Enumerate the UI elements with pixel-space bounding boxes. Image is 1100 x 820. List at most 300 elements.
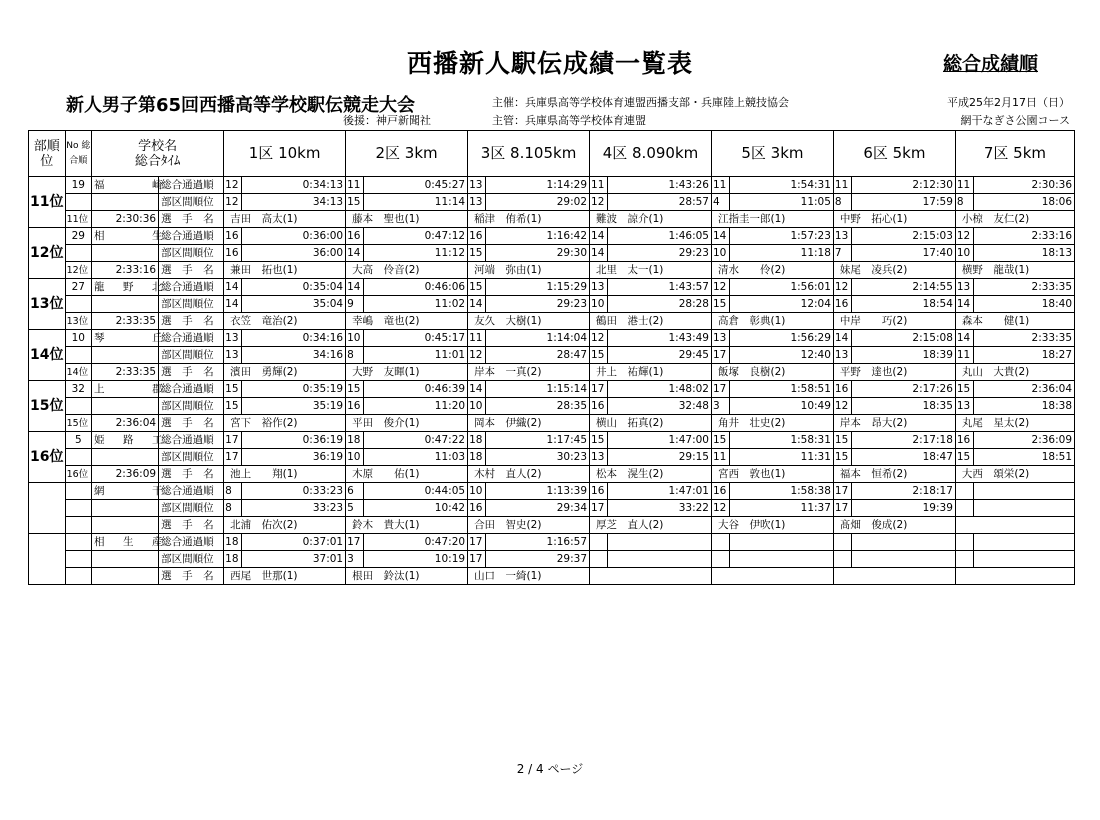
leg-cumulative-time: 1:15:29 [486,279,590,296]
event-subtitle: 新人男子第65回西播高等学校駅伝競走大会 [66,95,416,116]
leg-section-time: 28:47 [486,347,590,364]
team-rank [29,483,66,534]
leg-section-time: 33:22 [608,500,712,517]
header-total-time: 総合ﾀｲﾑ [134,153,181,169]
leg-cumulative-time: 1:14:29 [486,177,590,194]
team-rank: 13位 [29,279,66,330]
leg-section-time: 29:23 [608,245,712,262]
table-row [29,177,1075,194]
leg-cumulative-position: 14 [468,381,486,398]
team-school-blank [92,500,159,517]
leg-section-position: 15 [224,398,242,415]
leg-section-position: 10 [955,245,973,262]
leg-cumulative-time: 0:34:16 [242,330,346,347]
leg-cumulative-time: 0:34:13 [242,177,346,194]
leg-section-position: 3 [711,398,729,415]
leg-section-time: 12:04 [730,296,834,313]
row-label: 総合通過順 [159,279,224,296]
leg-cumulative-time: 1:57:23 [730,228,834,245]
leg-cumulative-position: 12 [711,279,729,296]
leg-section-time: 12:40 [730,347,834,364]
leg-section-time [974,551,1075,568]
row-label: 部区間順位 [159,551,224,568]
leg-section-time: 19:39 [852,500,956,517]
leg-runner-name: 平野 達也(2) [833,364,955,381]
leg-cumulative-position: 12 [590,330,608,347]
team-rank: 15位 [29,381,66,432]
leg-cumulative-time: 1:54:31 [730,177,834,194]
leg-section-time: 35:19 [242,398,346,415]
table-row [29,449,1075,466]
leg-section-position: 18 [224,551,242,568]
team-total-time [92,517,159,534]
leg-runner-name: 木原 佑(1) [346,466,468,483]
leg-section-position [955,551,973,568]
table-row [29,245,1075,262]
leg-runner-name: 鈴木 貴大(1) [346,517,468,534]
leg-section-time: 17:59 [852,194,956,211]
table-row [29,534,1075,551]
row-label: 部区間順位 [159,245,224,262]
leg-cumulative-position: 11 [346,177,364,194]
leg-section-position: 15 [468,245,486,262]
leg-section-time: 18:51 [974,449,1075,466]
leg-cumulative-time: 2:36:09 [974,432,1075,449]
leg-section-position: 8 [224,500,242,517]
leg-cumulative-time [852,534,956,551]
leg-runner-name: 江指圭一郎(1) [711,211,833,228]
team-school-blank [92,551,159,568]
team-overall-rank: 11位 [65,211,91,228]
leg-runner-name: 鶴田 港士(2) [590,313,712,330]
leg-runner-name [955,517,1074,534]
team-number-blank [65,347,91,364]
header-school-name: 学校名 [138,138,178,154]
row-label: 部区間順位 [159,347,224,364]
leg-section-position: 10 [590,296,608,313]
team-school: 上 郡 [92,381,159,398]
leg-runner-name: 森本 健(1) [955,313,1074,330]
team-school: 福 崎 [92,177,159,194]
row-label: 選 手 名 [159,415,224,432]
leg-cumulative-position [590,534,608,551]
leg-cumulative-position: 10 [346,330,364,347]
team-overall-rank: 13位 [65,313,91,330]
leg-section-position: 5 [346,500,364,517]
leg-cumulative-time: 1:43:26 [608,177,712,194]
team-total-time: 2:30:36 [92,211,159,228]
leg-runner-name: 山口 一綺(1) [468,568,590,585]
leg-section-position: 12 [833,398,851,415]
leg-cumulative-time: 2:12:30 [852,177,956,194]
leg-section-time [730,551,834,568]
leg-section-time: 11:01 [364,347,468,364]
leg-section-time: 28:28 [608,296,712,313]
leg-runner-name: 岸本 昂大(2) [833,415,955,432]
leg-runner-name: 横野 龍哉(1) [955,262,1074,279]
leg-section-time [852,551,956,568]
leg-section-position: 12 [468,347,486,364]
leg-cumulative-time: 1:43:57 [608,279,712,296]
leg-runner-name: 北浦 佑次(2) [224,517,346,534]
team-number: 27 [65,279,91,296]
leg-runner-name: 木村 直人(2) [468,466,590,483]
leg-section-position: 11 [955,347,973,364]
leg-cumulative-time: 0:35:04 [242,279,346,296]
leg-runner-name [833,568,955,585]
leg-cumulative-position: 11 [833,177,851,194]
leg-cumulative-time: 1:15:14 [486,381,590,398]
leg-section-position: 17 [833,500,851,517]
leg-cumulative-position: 13 [711,330,729,347]
leg-runner-name: 河端 弥由(1) [468,262,590,279]
leg-runner-name: 髙畑 俊成(2) [833,517,955,534]
leg-section-position: 14 [224,296,242,313]
table-row [29,500,1075,517]
team-number: 5 [65,432,91,449]
leg-runner-name [590,568,712,585]
leg-cumulative-position [833,534,851,551]
page-number: 2 / 4 ページ [516,762,584,776]
team-number-blank [65,296,91,313]
leg-cumulative-position: 15 [468,279,486,296]
team-school-blank [92,449,159,466]
leg-cumulative-time: 2:18:17 [852,483,956,500]
table-row [29,364,1075,381]
leg-cumulative-time: 1:16:42 [486,228,590,245]
row-label: 総合通過順 [159,483,224,500]
leg-cumulative-position [955,534,973,551]
leg-section-position: 12 [224,194,242,211]
team-number-blank [65,449,91,466]
leg-cumulative-time: 0:36:19 [242,432,346,449]
cosponsor-text: 主管：兵庫県高等学校体育連盟 [492,114,646,127]
header-leg-1: 1区 10km [224,131,346,177]
leg-section-position: 12 [590,194,608,211]
leg-cumulative-time: 1:58:31 [730,432,834,449]
leg-cumulative-time [974,483,1075,500]
leg-cumulative-position: 18 [346,432,364,449]
leg-section-time: 18:13 [974,245,1075,262]
leg-section-position: 12 [711,500,729,517]
leg-cumulative-position: 10 [468,483,486,500]
leg-runner-name: 大野 友暉(1) [346,364,468,381]
leg-section-time: 35:04 [242,296,346,313]
leg-section-time: 11:37 [730,500,834,517]
leg-section-position: 10 [346,449,364,466]
table-row [29,211,1075,228]
leg-cumulative-position: 15 [224,381,242,398]
leg-section-time: 18:47 [852,449,956,466]
leg-runner-name: 平田 俊介(1) [346,415,468,432]
leg-runner-name: 高倉 彰典(1) [711,313,833,330]
team-number: 32 [65,381,91,398]
leg-cumulative-position: 17 [833,483,851,500]
leg-cumulative-position: 17 [590,381,608,398]
leg-cumulative-time: 1:48:02 [608,381,712,398]
leg-cumulative-time: 0:45:27 [364,177,468,194]
leg-runner-name: 横山 拓真(2) [590,415,712,432]
header-school [92,131,224,177]
team-school: 龍 野 北 [92,279,159,296]
leg-section-time: 18:38 [974,398,1075,415]
team-number-blank [65,194,91,211]
leg-section-time: 11:03 [364,449,468,466]
team-overall-rank [65,517,91,534]
leg-section-position: 16 [346,398,364,415]
leg-runner-name: 衣笠 竜治(2) [224,313,346,330]
leg-cumulative-time: 0:45:17 [364,330,468,347]
page-title: 西播新人駅伝成績一覧表 [406,49,693,78]
leg-cumulative-time: 1:14:04 [486,330,590,347]
leg-runner-name: 稲津 侑希(1) [468,211,590,228]
leg-runner-name: 松本 滉生(2) [590,466,712,483]
leg-section-position: 8 [346,347,364,364]
leg-cumulative-time: 2:33:35 [974,330,1075,347]
leg-cumulative-time: 2:30:36 [974,177,1075,194]
leg-section-time: 18:39 [852,347,956,364]
team-school: 網 干 [92,483,159,500]
leg-section-time: 10:19 [364,551,468,568]
leg-runner-name: 宮下 裕作(2) [224,415,346,432]
row-label: 部区間順位 [159,194,224,211]
leg-cumulative-position: 16 [955,432,973,449]
leg-section-time: 30:23 [486,449,590,466]
leg-section-position: 17 [590,500,608,517]
table-row [29,568,1075,585]
row-label: 選 手 名 [159,211,224,228]
organizer-text: 主催：兵庫県高等学校体育連盟西播支部・兵庫陸上競技協会 [492,96,789,109]
leg-section-position [711,551,729,568]
row-label: 選 手 名 [159,517,224,534]
leg-cumulative-position: 8 [224,483,242,500]
row-label: 総合通過順 [159,330,224,347]
leg-section-time: 18:40 [974,296,1075,313]
leg-cumulative-position: 17 [468,534,486,551]
leg-runner-name: 中岸 巧(2) [833,313,955,330]
leg-cumulative-position: 12 [955,228,973,245]
table-row [29,398,1075,415]
leg-cumulative-position: 13 [468,177,486,194]
leg-section-position: 7 [833,245,851,262]
row-label: 総合通過順 [159,432,224,449]
table-row [29,381,1075,398]
leg-section-time: 29:15 [608,449,712,466]
leg-section-time: 29:02 [486,194,590,211]
table-row [29,517,1075,534]
leg-section-position: 13 [833,347,851,364]
leg-section-time: 29:34 [486,500,590,517]
leg-cumulative-position: 6 [346,483,364,500]
leg-runner-name: 丸山 大貴(2) [955,364,1074,381]
leg-cumulative-position: 18 [468,432,486,449]
leg-cumulative-position: 16 [711,483,729,500]
leg-section-position: 17 [224,449,242,466]
team-total-time [92,568,159,585]
leg-section-position: 15 [711,296,729,313]
leg-cumulative-position: 13 [224,330,242,347]
leg-section-position: 11 [711,449,729,466]
leg-runner-name: 厚芝 直人(2) [590,517,712,534]
leg-runner-name: 井上 祐輝(1) [590,364,712,381]
team-number [65,534,91,551]
team-rank: 16位 [29,432,66,483]
table-row [29,262,1075,279]
leg-section-position: 15 [346,194,364,211]
team-number-blank [65,551,91,568]
leg-cumulative-position: 13 [955,279,973,296]
row-label: 選 手 名 [159,364,224,381]
leg-cumulative-time: 2:15:03 [852,228,956,245]
leg-cumulative-time: 1:16:57 [486,534,590,551]
leg-section-position: 16 [468,500,486,517]
leg-cumulative-position: 13 [833,228,851,245]
leg-section-position [590,551,608,568]
team-number: 10 [65,330,91,347]
leg-section-position: 15 [833,449,851,466]
leg-cumulative-time: 1:56:29 [730,330,834,347]
row-label: 選 手 名 [159,466,224,483]
team-number: 29 [65,228,91,245]
leg-section-time: 10:42 [364,500,468,517]
leg-runner-name: 友久 大樹(1) [468,313,590,330]
row-label: 総合通過順 [159,177,224,194]
leg-cumulative-position: 17 [711,381,729,398]
leg-cumulative-time: 2:14:55 [852,279,956,296]
team-total-time: 2:33:16 [92,262,159,279]
leg-section-time: 37:01 [242,551,346,568]
leg-cumulative-position: 17 [224,432,242,449]
leg-cumulative-position: 18 [224,534,242,551]
leg-cumulative-time: 0:33:23 [242,483,346,500]
leg-cumulative-position: 14 [590,228,608,245]
leg-section-time: 34:13 [242,194,346,211]
course-name: 網干なぎさ公園コース [960,114,1070,127]
row-label: 選 手 名 [159,313,224,330]
leg-runner-name: 岡本 伊織(2) [468,415,590,432]
team-number: 19 [65,177,91,194]
table-row [29,483,1075,500]
leg-runner-name: 飯塚 良樹(2) [711,364,833,381]
leg-cumulative-position: 14 [346,279,364,296]
leg-cumulative-time [974,534,1075,551]
leg-cumulative-position: 15 [590,432,608,449]
leg-cumulative-time: 2:17:26 [852,381,956,398]
results-body [29,177,1075,585]
team-school-blank [92,194,159,211]
team-rank: 12位 [29,228,66,279]
table-row [29,228,1075,245]
leg-cumulative-position: 15 [833,432,851,449]
team-number-blank [65,398,91,415]
leg-runner-name: 中野 拓心(1) [833,211,955,228]
team-rank: 14位 [29,330,66,381]
leg-section-time: 29:45 [608,347,712,364]
leg-section-time: 36:00 [242,245,346,262]
leg-section-time: 33:23 [242,500,346,517]
team-rank: 11位 [29,177,66,228]
leg-cumulative-time: 1:58:51 [730,381,834,398]
leg-runner-name: 西尾 世那(1) [224,568,346,585]
support-text: 後援：神戸新聞社 [343,114,431,127]
leg-cumulative-time: 1:47:00 [608,432,712,449]
team-overall-rank: 16位 [65,466,91,483]
leg-cumulative-time: 2:17:18 [852,432,956,449]
leg-section-time: 28:57 [608,194,712,211]
leg-runner-name: 兼田 拓也(1) [224,262,346,279]
leg-cumulative-position: 12 [833,279,851,296]
row-label: 部区間順位 [159,398,224,415]
leg-cumulative-position: 11 [955,177,973,194]
leg-section-time: 11:14 [364,194,468,211]
leg-section-time: 29:23 [486,296,590,313]
leg-section-position: 13 [955,398,973,415]
leg-section-position: 13 [590,449,608,466]
leg-section-position: 17 [711,347,729,364]
table-row [29,415,1075,432]
leg-cumulative-time: 2:33:16 [974,228,1075,245]
team-school-blank [92,245,159,262]
leg-cumulative-time: 0:36:00 [242,228,346,245]
leg-section-position: 9 [346,296,364,313]
leg-cumulative-time: 0:46:06 [364,279,468,296]
leg-runner-name [711,568,833,585]
leg-runner-name: 小椋 友仁(2) [955,211,1074,228]
leg-section-position: 15 [590,347,608,364]
leg-section-time: 36:19 [242,449,346,466]
event-date: 平成25年2月17日（日） [947,96,1070,109]
leg-section-time: 18:54 [852,296,956,313]
header-leg-3: 3区 8.105km [468,131,590,177]
leg-section-position: 8 [955,194,973,211]
leg-cumulative-position: 15 [711,432,729,449]
team-overall-rank: 12位 [65,262,91,279]
leg-cumulative-time: 2:33:35 [974,279,1075,296]
leg-cumulative-position: 15 [346,381,364,398]
leg-section-position: 14 [346,245,364,262]
leg-section-position: 14 [590,245,608,262]
leg-section-time: 34:16 [242,347,346,364]
leg-cumulative-time: 0:44:05 [364,483,468,500]
leg-cumulative-time: 1:13:39 [486,483,590,500]
leg-cumulative-time: 0:35:19 [242,381,346,398]
leg-runner-name: 岸本 一真(2) [468,364,590,381]
leg-runner-name: 難波 諒介(1) [590,211,712,228]
leg-section-position: 14 [468,296,486,313]
leg-cumulative-position: 14 [224,279,242,296]
team-number-blank [65,245,91,262]
row-label: 総合通過順 [159,381,224,398]
leg-runner-name: 妹尾 凌兵(2) [833,262,955,279]
table-row [29,296,1075,313]
leg-section-position: 3 [346,551,364,568]
row-label: 総合通過順 [159,534,224,551]
table-row [29,432,1075,449]
leg-runner-name: 福本 恒希(2) [833,466,955,483]
header-leg-6: 6区 5km [833,131,955,177]
table-row [29,194,1075,211]
leg-section-position: 8 [833,194,851,211]
leg-cumulative-time [608,534,712,551]
leg-runner-name: 藤本 聖也(1) [346,211,468,228]
leg-runner-name [955,568,1074,585]
team-rank [29,534,66,585]
header-leg-2: 2区 3km [346,131,468,177]
table-row [29,466,1075,483]
leg-cumulative-position: 15 [955,381,973,398]
leg-cumulative-time: 1:56:01 [730,279,834,296]
leg-cumulative-position: 16 [346,228,364,245]
